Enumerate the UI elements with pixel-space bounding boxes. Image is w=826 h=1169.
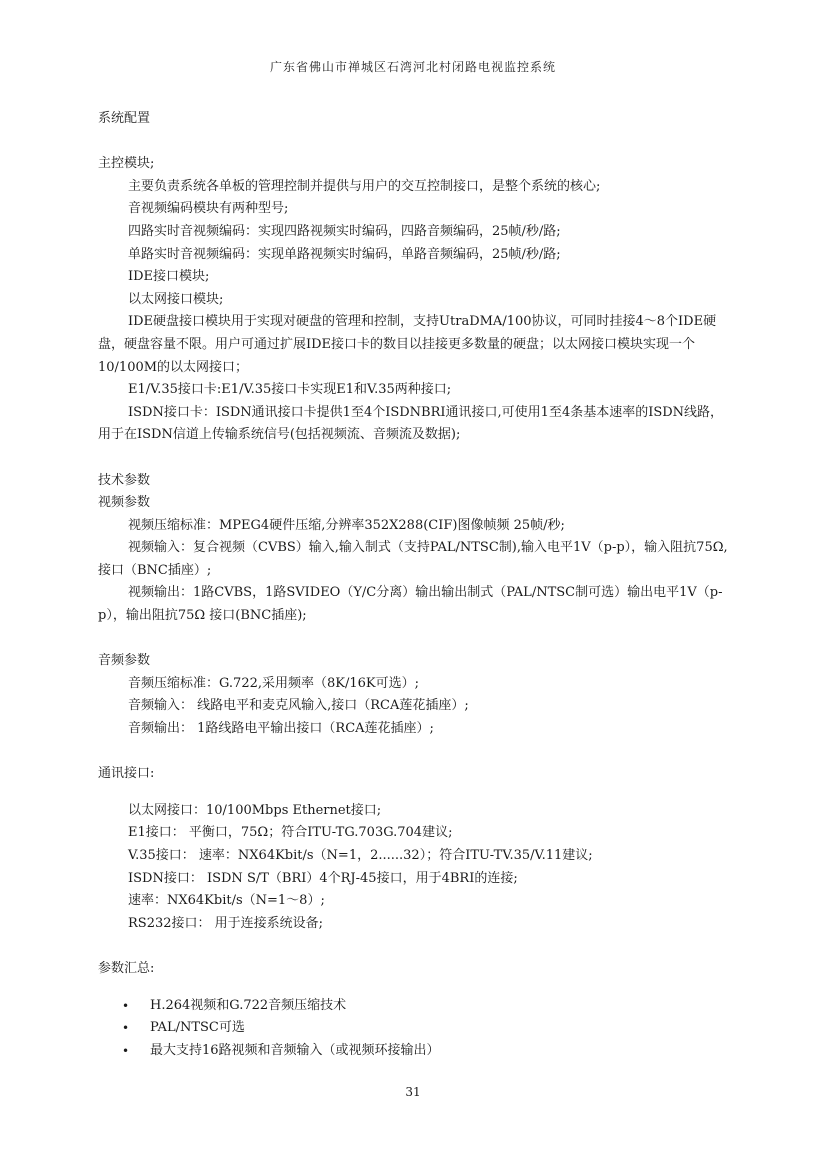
audio-line: 音频输入： 线路电平和麦克风输入,接口（RCA莲花插座）;	[128, 698, 469, 714]
main-control-title: 主控模块;	[98, 156, 155, 172]
section-title: 系统配置	[98, 111, 151, 126]
running-header: 广东省佛山市禅城区石湾河北村闭路电视监控系统	[269, 60, 556, 74]
main-control-line: 单路实时音视频编码：实现单路视频实时编码，单路音频编码，25帧/秒/路;	[128, 246, 561, 262]
main-control-line: IDE接口模块;	[128, 269, 210, 285]
bullet-icon: •	[122, 1021, 130, 1036]
bullet-icon: •	[122, 998, 130, 1013]
video-input-paragraph: 视频输入：复合视频（CVBS）输入,输入制式（支持PAL/NTSC制),输入电平1V（p-p），输入阻抗75Ω,接口（BNC插座）;	[98, 540, 728, 578]
list-item-text: PAL/NTSC可选	[150, 1020, 245, 1036]
main-control-line: 以太网接口模块;	[128, 291, 224, 307]
comm-line: RS232接口： 用于连接系统设备;	[128, 915, 324, 931]
video-compress-line: 视频压缩标准：MPEG4硬件压缩,分辨率352X288(CIF)图像帧频 25帧/秒;	[128, 517, 565, 533]
e1-v35-line: E1/V.35接口卡:E1/V.35接口卡实现E1和V.35两种接口;	[128, 382, 452, 398]
comm-interface-title: 通讯接口:	[98, 766, 155, 782]
audio-line: 音频输出： 1路线路电平输出接口（RCA莲花插座）;	[128, 721, 434, 737]
comm-line: E1接口： 平衡口，75Ω；符合ITU-TG.703G.704建议;	[128, 825, 453, 841]
audio-params-title: 音频参数	[98, 653, 151, 669]
list-item-text: H.264视频和G.722音频压缩技术	[150, 997, 347, 1013]
comm-line: 以太网接口：10/100Mbps Ethernet接口;	[128, 802, 382, 818]
video-params-title: 视频参数	[98, 495, 151, 511]
comm-line: 速率：NX64Kbit/s（N=1～8）;	[128, 893, 325, 909]
main-control-line: 四路实时音视频编码：实现四路视频实时编码，四路音频编码，25帧/秒/路;	[128, 223, 561, 239]
list-item	[98, 995, 730, 1018]
comm-line: ISDN接口： ISDN S/T（BRI）4个RJ-45接口，用于4BRI的连接;	[128, 870, 518, 886]
ide-paragraph: IDE硬盘接口模块用于实现对硬盘的管理和控制，支持UtraDMA/100协议，可同时挂接4～8个IDE硬盘，硬盘容量不限。用户可通过扩展IDE接口卡的数目以挂接更多数量的硬盘；以太网接口模块实现一个10/100M的以太网接口；	[98, 314, 717, 375]
tech-title: 技术参数	[98, 472, 151, 488]
list-item-text: 最大支持16路视频和音频输入（或视频环接输出）	[150, 1042, 440, 1058]
main-control-line: 音视频编码模块有两种型号;	[128, 201, 289, 217]
summary-list	[98, 995, 730, 1063]
audio-line: 音频压缩标准：G.722,采用频率（8K/16K可选）;	[128, 675, 419, 691]
list-item	[98, 1017, 730, 1040]
list-item	[98, 1040, 730, 1063]
summary-title: 参数汇总:	[98, 960, 155, 976]
page-content	[98, 108, 730, 1062]
isdn-paragraph: ISDN接口卡：ISDN通讯接口卡提供1至4个ISDNBRI通讯接口,可使用1至4条基本速率的ISDN线路，用于在ISDN信道上传输系统信号(包括视频流、音频流及数据);	[98, 404, 724, 443]
comm-line: V.35接口： 速率：NX64Kbit/s（N=1，2......32）；符合ITU-TV.35/V.11建议;	[128, 848, 593, 863]
page-number: 31	[405, 1085, 421, 1099]
main-control-line: 主要负责系统各单板的管理控制并提供与用户的交互控制接口，是整个系统的核心;	[128, 178, 601, 194]
video-output-paragraph: 视频输出：1路CVBS，1路SVIDEO（Y/C分离）输出输出制式（PAL/NTSC制可选）输出电平1V（p-p），输出阻抗75Ω 接口(BNC插座);	[98, 585, 723, 624]
bullet-icon: •	[122, 1043, 130, 1058]
